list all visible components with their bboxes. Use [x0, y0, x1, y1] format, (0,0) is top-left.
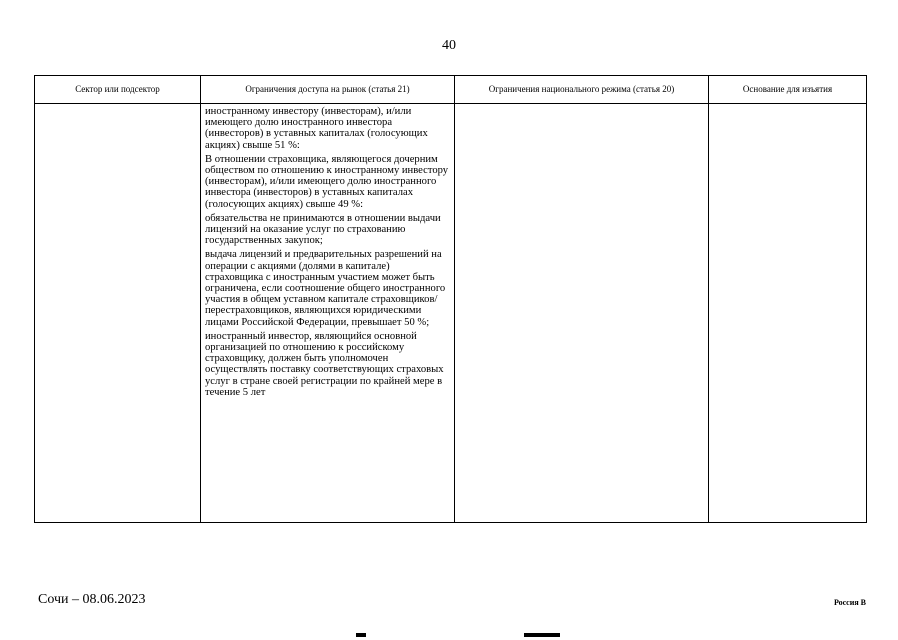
- paragraph: В отношении страховщика, являющегося дочерним обществом по отношению к иностранному инвестору (инвесторам), и/или имеющего долю иностранного инвестора (инвесторов) в уставных капиталах (голосующих акциях) свыше 49 %:: [205, 153, 449, 210]
- header-market-access: Ограничения доступа на рынок (статья 21): [201, 76, 455, 104]
- cell-market-access: [201, 104, 455, 523]
- reservations-table: [34, 75, 867, 523]
- scan-edge-mark: [524, 633, 560, 637]
- header-basis: Основание для изъятия: [709, 76, 867, 104]
- header-sector: Сектор или подсектор: [35, 76, 201, 104]
- header-national-treatment: Ограничения национального режима (статья 20): [455, 76, 709, 104]
- footer-location-date: Сочи – 08.06.2023: [38, 592, 146, 607]
- paragraph: выдача лицензий и предварительных разрешений на операции с акциями (долями в капитале) страховщика с иностранным участием может быть ограничена, если соотношение общего иностранного участия в общем уставном капитале страховщиков/перестраховщиков, являющихся юридическими лицами Российской Федерации, превышает 50 %;: [205, 249, 446, 328]
- cell-sector: [35, 104, 201, 523]
- cell-national-treatment: [455, 104, 709, 523]
- page-number: 40: [442, 38, 456, 53]
- paragraph: иностранный инвестор, являющийся основной организацией по отношению к российскому страховщику, должен быть уполномочен осуществлять поставку соответствующих страховых услуг в стране своей регистрации по крайней мере в течение 5 лет: [205, 330, 444, 398]
- paragraph: иностранному инвестору (инвесторам), и/или имеющего долю иностранного инвестора (инвесторов) в уставных капиталах (голосующих акциях) свыше 51 %:: [205, 106, 428, 151]
- footer-party-code: Россия В: [833, 598, 866, 607]
- table-header-row: [35, 76, 867, 104]
- scan-edge-mark: [356, 633, 366, 637]
- cell-basis: [709, 104, 867, 523]
- table-row: [35, 104, 867, 523]
- paragraph: обязательства не принимаются в отношении выдачи лицензий на оказание услуг по страхованию государственных закупок;: [205, 212, 441, 247]
